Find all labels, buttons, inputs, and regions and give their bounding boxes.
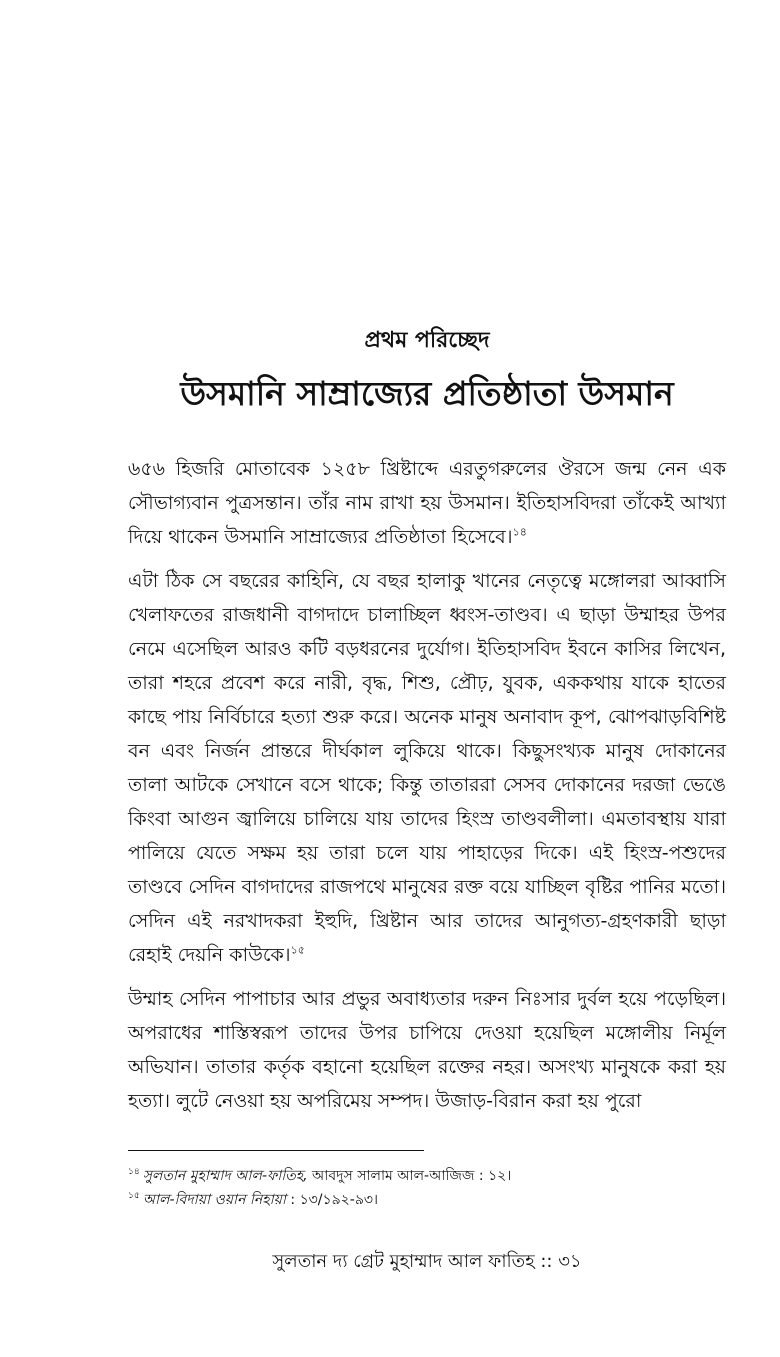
footnote-15 — [128, 1188, 726, 1212]
book-page — [128, 0, 726, 1357]
footnote-source-title: আল-বিদায়া ওয়ান নিহায়া — [142, 1192, 286, 1208]
footnote-number: ১৪ — [128, 1167, 140, 1178]
footnote-ref-15: ১৫ — [290, 943, 305, 957]
paragraph-2-text: এটা ঠিক সে বছরের কাহিনি, যে বছর হালাকু খানের নেতৃত্বে মঙ্গোলরা আব্বাসি খেলাফতের রাজধানী বাগদাদে চালাচ্ছিল ধ্বংস-তাণ্ডব। এ ছাড়া উম্মাহর উপর নেমে এসেছিল আরও কটি বড়ধরনের দুর্যোগ। ইতিহাসবিদ ইবনে কাসির লিখেন, তারা শহরে প্রবেশ করে নারী, বৃদ্ধ, শিশু, প্রৌঢ়, যুবক, এককথায় যাকে হাতের কাছে পায় নির্বিচারে হত্যা শুরু করে। অনেক মানুষ অনাবাদ কূপ, ঝোপঝাড়বিশিষ্ট বন এবং নির্জন প্রান্তরে দীর্ঘকাল লুকিয়ে থাকে। কিছুসংখ্যক মানুষ দোকানের তালা আটকে সেখানে বসে থাকে; কিন্তু তাতাররা সেসব দোকানের দরজা ভেঙে কিংবা আগুন জ্বালিয়ে চালিয়ে যায় তাদের হিংস্র তাণ্ডবলীলা। এমতাবস্থায় যারা পালিয়ে যেতে সক্ষম হয় তারা চলে যায় পাহাড়ের দিকে। এই হিংস্র-পশুদের তাণ্ডবে সেদিন বাগদাদের রাজপথে মানুষের রক্ত বয়ে যাচ্ছিল বৃষ্টির পানির মতো। সেদিন এই নরখাদকরা ইহুদি, খ্রিষ্টান আর তাদের আনুগত্য-গ্রহণকারী ছাড়া রেহাই দেয়নি কাউকে। — [128, 570, 726, 966]
paragraph-1 — [128, 452, 726, 554]
footnote-source-detail: আবদুস সালাম আল-আজিজ : ১২। — [307, 1168, 512, 1184]
footnotes — [128, 1164, 726, 1212]
paragraph-2 — [128, 564, 726, 972]
footnote-source-detail: : ১৩/১৯২-৯৩। — [285, 1192, 379, 1208]
chapter-label: প্রথম পরিচ্ছেদ — [364, 328, 490, 353]
chapter-title: উসমানি সাম্রাজ্যের প্রতিষ্ঠাতা উসমান — [180, 374, 674, 413]
running-footer: সুলতান দ্য গ্রেট মুহাম্মাদ আল ফাতিহ :: ৩১ — [272, 1251, 582, 1272]
footnote-14 — [128, 1164, 726, 1188]
footnote-number: ১৫ — [128, 1191, 140, 1202]
footnote-ref-14: ১৪ — [512, 525, 527, 539]
body-text — [128, 452, 726, 1128]
footnote-source-title: সুলতান মুহাম্মাদ আল-ফাতিহ, — [142, 1168, 308, 1184]
paragraph-3 — [128, 982, 726, 1118]
paragraph-1-text: ৬৫৬ হিজরি মোতাবেক ১২৫৮ খ্রিষ্টাব্দে এরতুগরুলের ঔরসে জন্ম নেন এক সৌভাগ্যবান পুত্রসন্তান। তাঁর নাম রাখা হয় উসমান। ইতিহাসবিদরা তাঁকেই আখ্যা দিয়ে থাকেন উসমানি সাম্রাজ্যের প্রতিষ্ঠাতা হিসেবে। — [128, 458, 726, 548]
footnote-divider — [128, 1150, 424, 1151]
paragraph-3-text: উম্মাহ সেদিন পাপাচার আর প্রভুর অবাধ্যতার দরুন নিঃসার দুর্বল হয়ে পড়েছিল। অপরাধের শাস্তিস্বরূপ তাদের উপর চাপিয়ে দেওয়া হয়েছিল মঙ্গোলীয় নির্মূল অভিযান। তাতার কর্তৃক বহানো হয়েছিল রক্তের নহর। অসংখ্য মানুষকে করা হয় হত্যা। লুটে নেওয়া হয় অপরিমেয় সম্পদ। উজাড়-বিরান করা হয় পুরো — [128, 988, 726, 1112]
